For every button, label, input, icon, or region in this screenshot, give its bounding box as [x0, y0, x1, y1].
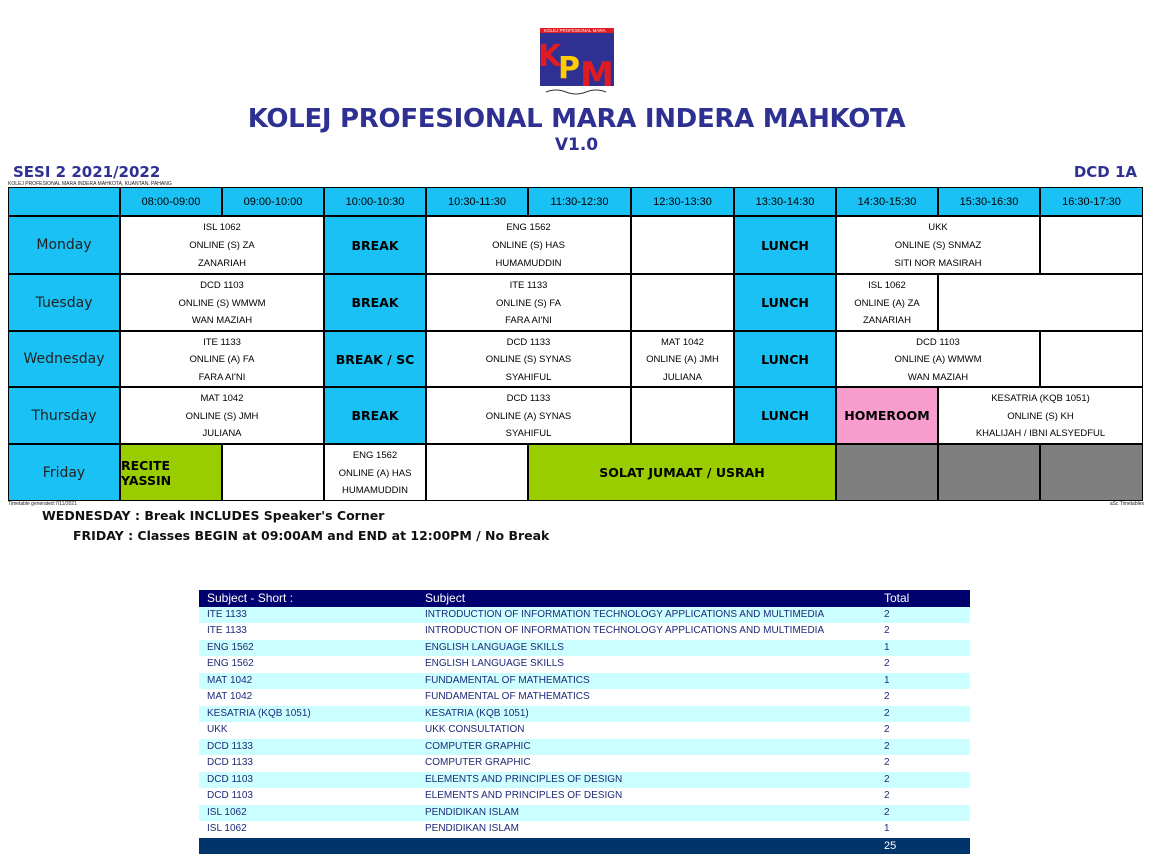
day-label: Friday [8, 444, 120, 501]
lesson-teacher: HUMAMUDDIN [495, 258, 562, 269]
table-row [199, 607, 970, 624]
table-row [199, 689, 970, 706]
subject-short: ISL 1062 [207, 823, 247, 834]
subject-total: 2 [884, 806, 890, 818]
subject-name: UKK CONSULTATION [425, 724, 525, 735]
table-row [199, 640, 970, 657]
subject-name: COMPUTER GRAPHIC [425, 740, 531, 752]
timetable-grid [8, 187, 1143, 501]
table-row [199, 739, 970, 756]
subject-name: PENDIDIKAN ISLAM [425, 823, 519, 834]
subject-total: 2 [884, 658, 890, 669]
subject-name: KESATRIA (KQB 1051) [425, 707, 529, 719]
subject-total: 2 [884, 790, 890, 801]
subject-name: INTRODUCTION OF INFORMATION TECHNOLOGY APPLICATIONS AND MULTIMEDIA [425, 608, 825, 620]
subject-total: 2 [884, 773, 890, 785]
subject-total: 2 [884, 724, 890, 735]
lesson-cell [426, 387, 631, 444]
svg-text:P: P [558, 51, 580, 86]
lesson-mode: ONLINE (S) JMH [185, 410, 259, 422]
page-title: KOLEJ PROFESIONAL MARA INDERA MAHKOTA [247, 104, 906, 134]
unavailable-slot [938, 444, 1040, 501]
subject-short: DCD 1103 [207, 773, 253, 785]
lesson-teacher: JULIANA [202, 428, 242, 440]
time-slot-header: 10:30-11:30 [426, 187, 528, 216]
lesson-mode: ONLINE (A) SYNAS [485, 410, 572, 422]
subject-short: ENG 1562 [207, 658, 254, 669]
subject-short: DCD 1133 [207, 740, 253, 752]
subject-table-header [199, 590, 970, 607]
svg-text:KOLEJ PROFESIONAL MARA: KOLEJ PROFESIONAL MARA [544, 28, 606, 33]
lesson-cell [426, 216, 631, 274]
subject-short: MAT 1042 [207, 691, 253, 702]
subject-short: MAT 1042 [207, 674, 253, 686]
day-label: Tuesday [8, 274, 120, 331]
lesson-mode: ONLINE (S) HAS [492, 240, 565, 251]
corner-cell [8, 187, 120, 216]
lesson-cell [836, 274, 938, 331]
session-label: SESI 2 2021/2022 [13, 163, 161, 181]
break-cell: BREAK [324, 216, 426, 274]
table-row [199, 821, 970, 838]
lesson-cell [631, 331, 734, 387]
lesson-mode: ONLINE (A) ZA [854, 297, 920, 309]
table-row [199, 788, 970, 805]
lesson-code: ISL 1062 [203, 222, 241, 233]
subject-total: Total [884, 591, 910, 605]
subject-short: ISL 1062 [207, 806, 247, 818]
time-slot-header: 15:30-16:30 [938, 187, 1040, 216]
lesson-teacher: HUMAMUDDIN [342, 485, 408, 497]
lesson-mode: ONLINE (S) SYNAS [485, 354, 572, 366]
lesson-teacher: ZANARIAH [197, 258, 247, 269]
lesson-mode: ONLINE (S) KH [1007, 410, 1074, 422]
school-address: KOLEJ PROFESIONAL MARA INDERA MAHKOTA, KUANTAN, PAHANG [8, 181, 172, 187]
generated-date: Timetable generated:7/11/2021 [8, 501, 77, 507]
subject-short: KESATRIA (KQB 1051) [207, 707, 311, 719]
table-row [199, 722, 970, 739]
lesson-code: ITE 1133 [509, 280, 548, 291]
subject-short: Subject - Short : [207, 591, 294, 605]
time-slot-header: 16:30-17:30 [1040, 187, 1143, 216]
subject-name: ENGLISH LANGUAGE SKILLS [425, 658, 564, 669]
subject-total: 2 [884, 608, 890, 620]
break-cell: LUNCH [734, 274, 836, 331]
time-slot-header: 14:30-15:30 [836, 187, 938, 216]
lesson-cell [836, 216, 1040, 274]
lesson-cell [324, 444, 426, 501]
time-slot-header: 13:30-14:30 [734, 187, 836, 216]
lesson-mode: ONLINE (A) JMH [646, 354, 719, 366]
subject-total: 2 [884, 757, 890, 768]
friday-note: FRIDAY : Classes BEGIN at 09:00AM and END at 12:00PM / No Break [73, 528, 550, 543]
break-cell: LUNCH [734, 216, 836, 274]
subject-total: 2 [884, 740, 890, 752]
svg-text:K: K [538, 39, 562, 74]
subject-name: COMPUTER GRAPHIC [425, 757, 531, 768]
lesson-teacher: KHALIJAH / IBNI ALSYEDFUL [975, 428, 1106, 440]
empty-slot [426, 444, 528, 501]
lesson-mode: ONLINE (S) WMWM [178, 297, 266, 309]
lesson-teacher: WAN MAZIAH [191, 315, 253, 327]
subject-name: Subject [425, 591, 466, 605]
subject-name: FUNDAMENTAL OF MATHEMATICS [425, 691, 590, 702]
lesson-teacher: SYAHIFUL [505, 371, 552, 383]
empty-slot [631, 216, 734, 274]
subject-name: ELEMENTS AND PRINCIPLES OF DESIGN [425, 790, 623, 801]
lesson-code: ISL 1062 [868, 280, 906, 291]
lesson-code: DCD 1103 [200, 280, 244, 291]
subject-short: DCD 1103 [207, 790, 253, 801]
subject-total: 1 [884, 641, 890, 653]
lesson-teacher: SITI NOR MASIRAH [894, 258, 982, 269]
subject-short: ITE 1133 [207, 608, 247, 620]
break-cell: LUNCH [734, 331, 836, 387]
lesson-cell [938, 387, 1143, 444]
subject-short: ENG 1562 [207, 641, 254, 653]
lesson-mode: ONLINE (S) FA [496, 297, 561, 309]
version-label: V1.0 [554, 135, 599, 155]
subject-short: DCD 1133 [207, 757, 253, 768]
lesson-teacher: WAN MAZIAH [907, 371, 969, 383]
break-cell: BREAK [324, 274, 426, 331]
subject-total: 1 [884, 674, 890, 686]
time-slot-header: 11:30-12:30 [528, 187, 631, 216]
homeroom-cell: HOMEROOM [836, 387, 938, 444]
lesson-cell [426, 331, 631, 387]
break-cell: BREAK / SC [324, 331, 426, 387]
total-hours: 25 [884, 839, 897, 852]
lesson-cell [120, 387, 324, 444]
lesson-cell [426, 274, 631, 331]
subject-table-footer [199, 838, 970, 855]
lesson-code: DCD 1103 [916, 337, 960, 348]
subject-total: 1 [884, 823, 890, 834]
subject-total: 2 [884, 691, 890, 702]
day-label: Wednesday [8, 331, 120, 387]
table-row [199, 772, 970, 789]
subject-name: FUNDAMENTAL OF MATHEMATICS [425, 674, 590, 686]
subject-total: 2 [884, 707, 890, 719]
table-row [199, 673, 970, 690]
lesson-teacher: ZANARIAH [862, 315, 912, 327]
lesson-teacher: JULIANA [662, 371, 703, 383]
lesson-mode: ONLINE (A) FA [189, 354, 255, 366]
subject-total: 2 [884, 625, 890, 636]
lesson-code: MAT 1042 [200, 393, 244, 404]
subject-name: ELEMENTS AND PRINCIPLES OF DESIGN [425, 773, 623, 785]
table-row [199, 623, 970, 640]
empty-slot [631, 387, 734, 444]
time-slot-header: 10:00-10:30 [324, 187, 426, 216]
lesson-teacher: FARA AI'NI [198, 371, 246, 383]
subject-short: UKK [207, 724, 228, 735]
break-cell: LUNCH [734, 387, 836, 444]
lesson-code: DCD 1133 [506, 337, 551, 348]
lesson-code: DCD 1133 [506, 393, 551, 404]
lesson-code: ITE 1133 [203, 337, 241, 348]
subject-short: ITE 1133 [207, 625, 247, 636]
lesson-cell [120, 216, 324, 274]
empty-slot [938, 274, 1143, 331]
lesson-code: ENG 1562 [506, 222, 551, 233]
time-slot-header: 12:30-13:30 [631, 187, 734, 216]
lesson-cell [836, 331, 1040, 387]
lesson-mode: ONLINE (S) ZA [189, 240, 255, 251]
empty-slot [1040, 331, 1143, 387]
activity-cell: RECITE YASSIN [120, 444, 222, 501]
lesson-teacher: FARA AI'NI [505, 315, 552, 327]
empty-slot [1040, 216, 1143, 274]
day-label: Monday [8, 216, 120, 274]
lesson-cell [120, 331, 324, 387]
empty-slot [222, 444, 324, 501]
table-row [199, 805, 970, 822]
break-cell: BREAK [324, 387, 426, 444]
empty-slot [631, 274, 734, 331]
college-logo [536, 24, 622, 98]
activity-cell: SOLAT JUMAAT / USRAH [528, 444, 836, 501]
software-credit: aSc Timetables [1109, 501, 1144, 507]
subject-name: INTRODUCTION OF INFORMATION TECHNOLOGY APPLICATIONS AND MULTIMEDIA [425, 625, 825, 636]
lesson-code: MAT 1042 [661, 337, 704, 348]
table-row [199, 656, 970, 673]
table-row [199, 706, 970, 723]
lesson-teacher: SYAHIFUL [505, 428, 552, 440]
lesson-code: UKK [928, 222, 948, 233]
lesson-cell [120, 274, 324, 331]
subject-name: PENDIDIKAN ISLAM [425, 806, 519, 818]
subject-name: ENGLISH LANGUAGE SKILLS [425, 641, 564, 653]
table-row [199, 755, 970, 772]
time-slot-header: 09:00-10:00 [222, 187, 324, 216]
lesson-mode: ONLINE (A) WMWM [894, 354, 982, 366]
wednesday-note: WEDNESDAY : Break INCLUDES Speaker's Corner [42, 508, 385, 523]
day-label: Thursday [8, 387, 120, 444]
unavailable-slot [836, 444, 938, 501]
lesson-mode: ONLINE (S) SNMAZ [894, 240, 982, 251]
lesson-mode: ONLINE (A) HAS [338, 467, 412, 479]
time-slot-header: 08:00-09:00 [120, 187, 222, 216]
unavailable-slot [1040, 444, 1143, 501]
class-code-label: DCD 1A [1073, 163, 1137, 181]
lesson-code: KESATRIA (KQB 1051) [991, 393, 1090, 404]
lesson-code: ENG 1562 [352, 450, 398, 461]
svg-text:M: M [580, 55, 614, 95]
